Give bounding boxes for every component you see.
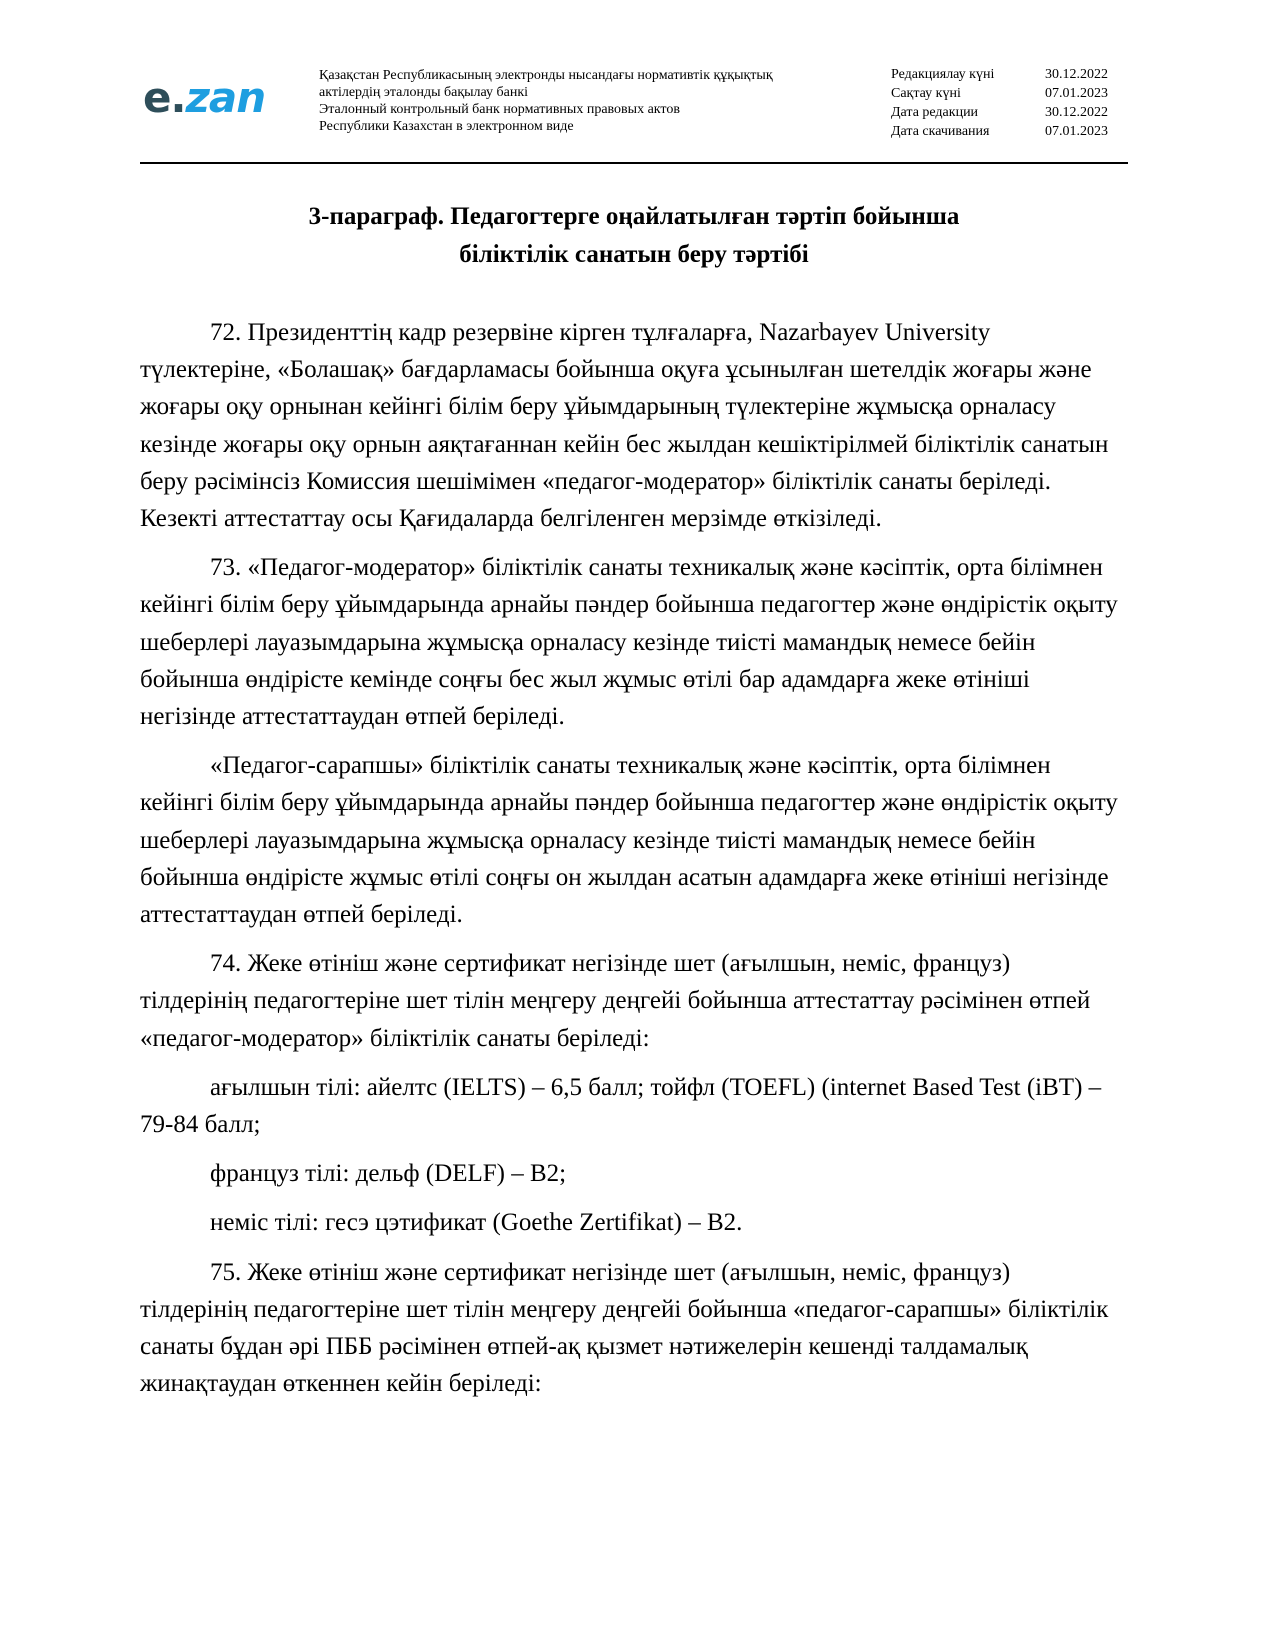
section-title-line: 3-параграф. Педагогтерге оңайлатылған тәртіп бойынша bbox=[308, 203, 960, 230]
logo-e: e bbox=[143, 73, 171, 122]
ezan-logo bbox=[143, 74, 265, 122]
header-divider bbox=[140, 162, 1128, 164]
meta-label: Сақтау күні bbox=[891, 86, 961, 101]
meta-value: 07.01.2023 bbox=[1045, 86, 1108, 101]
paragraph-72: 72. Президенттің кадр резервіне кірген тұлғаларға, Nazarbayev University түлектеріне, «Болашақ» бағдарламасы бойынша оқуға ұсынылған шетелдік жоғары және жоғары оқу орнынан кейінгі білім беру ұйымдарының түлектеріне жұмысқа орналасу кезінде жоғары оқу орнын аяқтағаннан кейін бес жылдан кешіктірілмей біліктілік санатын беру рәсімінсіз Комиссия шешімімен «педагог-модератор» біліктілік санаты беріледі. Кезекті аттестаттау осы Қағидаларда белгіленген мерзімде өткізіледі. bbox=[140, 319, 1109, 533]
meta-label: Редакциялау күні bbox=[891, 67, 995, 82]
header-line: актілердің эталонды бақылау банкі bbox=[319, 85, 529, 100]
list-item-german: неміс тілі: гесэ цэтификат (Goethe Zertifikat) – B2. bbox=[210, 1209, 743, 1237]
section-title-line: біліктілік санатын беру тәртібі bbox=[459, 241, 809, 268]
paragraph-73: 73. «Педагог-модератор» біліктілік санаты техникалық және кәсіптік, орта білімнен кейінгі білім беру ұйымдарында арнайы пәндер бойынша педагогтер және өндірістік оқыту шеберлері лауазымдарына жұмысқа орналасу кезінде тиісті мамандық немесе бейін бойынша өндірісте кемінде соңғы бес жыл жұмыс өтілі бар адамдарға жеке өтініші негізінде аттестаттаудан өтпей беріледі. bbox=[140, 554, 1118, 731]
header-bank-description bbox=[319, 67, 773, 135]
meta-value: 30.12.2022 bbox=[1045, 105, 1108, 120]
list-item-english: ағылшын тілі: айелтс (IELTS) – 6,5 балл; тойфл (TOEFL) (internet Based Test (iBT) – 79-84 балл; bbox=[140, 1073, 1102, 1139]
meta-value: 07.01.2023 bbox=[1045, 124, 1108, 139]
meta-label: Дата скачивания bbox=[891, 124, 990, 139]
meta-label: Дата редакции bbox=[891, 105, 979, 120]
paragraph-73-expert: «Педагог-сарапшы» біліктілік санаты техникалық және кәсіптік, орта білімнен кейінгі білім беру ұйымдарында арнайы пәндер бойынша педагогтер және өндірістік оқыту шеберлері лауазымдарына жұмысқа орналасу кезінде тиісті мамандық немесе бейін бойынша өндірісте жұмыс өтілі соңғы он жылдан асатын адамдарға жеке өтініші негізінде аттестаттаудан өтпей беріледі. bbox=[140, 752, 1118, 929]
logo-zan: zan bbox=[185, 73, 266, 122]
section-title bbox=[140, 198, 1128, 274]
header-dates bbox=[891, 65, 1108, 141]
list-item-french: француз тілі: дельф (DELF) – B2; bbox=[210, 1160, 567, 1188]
paragraph-75: 75. Жеке өтініш және сертификат негізінде шет (ағылшын, неміс, француз) тілдерінің педагогтеріне шет тілін меңгеру деңгейі бойынша «педагог-сарапшы» біліктілік санаты бұдан әрі ПББ рәсімінен өтпей-ақ қызмет нәтижелерін кешенді талдамалық жинақтаудан өткеннен кейін беріледі: bbox=[140, 1258, 1109, 1398]
meta-row bbox=[891, 122, 1108, 141]
header-line: Республики Казахстан в электронном виде bbox=[319, 119, 574, 134]
meta-row bbox=[891, 65, 1108, 84]
header-line: Қазақстан Республикасының электронды нысандағы нормативтік құқықтық bbox=[319, 68, 773, 83]
header-line: Эталонный контрольный банк нормативных правовых актов bbox=[319, 102, 680, 117]
meta-row bbox=[891, 84, 1108, 103]
paragraph-74: 74. Жеке өтініш және сертификат негізінде шет (ағылшын, неміс, француз) тілдерінің педагогтеріне шет тілін меңгеру деңгейі бойынша аттестаттау рәсімінен өтпей «педагог-модератор» біліктілік санаты беріледі: bbox=[140, 950, 1091, 1052]
meta-value: 30.12.2022 bbox=[1045, 67, 1108, 82]
meta-row bbox=[891, 103, 1108, 122]
logo-dot: . bbox=[170, 73, 186, 122]
document-body bbox=[140, 314, 1120, 1414]
